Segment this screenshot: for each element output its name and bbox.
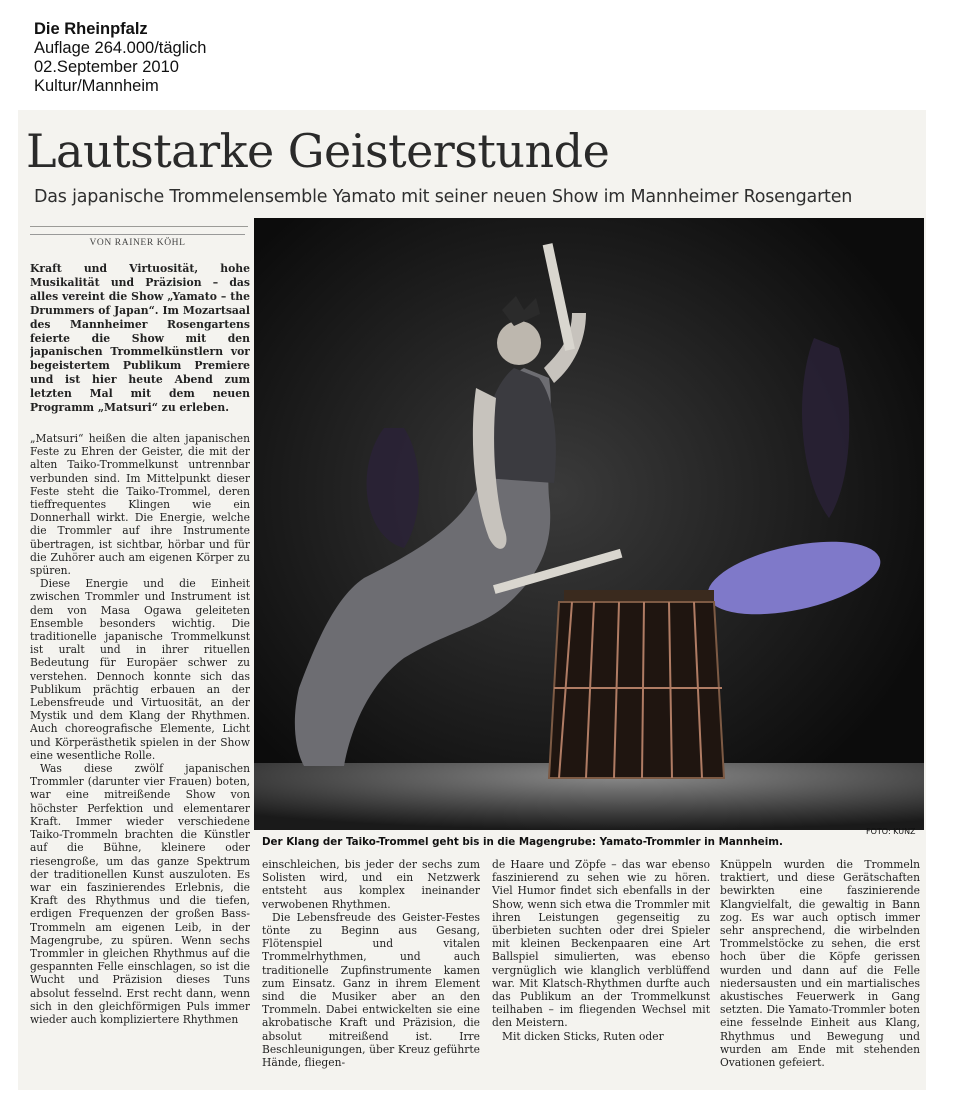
lead-text: Kraft und Virtuosität, hohe Musikalität und Präzision – das alles vereint die Show „Yamato – the Drummers of Japan“. Im Mozartsaal des Mannheimer Rosengartens feierte die Show mit den japanischen Trommelkünstlern vor begeistertem Publikum Premiere und ist hier heute Abend zum letzten Mal mit dem neuen Programm „Matsuri“ zu erleben.	[30, 262, 250, 415]
divider	[30, 226, 248, 227]
circulation: Auflage 264.000/täglich	[34, 39, 207, 57]
body-column-4	[720, 858, 920, 1094]
byline: VON RAINER KÖHL	[30, 234, 245, 248]
taiko-drummer-photo	[254, 218, 924, 830]
bleed-through-text	[718, 140, 918, 220]
source-block	[34, 20, 334, 96]
paragraph: de Haare und Zöpfe – das war ebenso faszinierend zu sehen wie zu hören. Viel Humor findet sich ebenfalls in der Show, wenn sich etwa die Trommler mit ihren Leistungen gegenseitig zu überbieten suchten oder drei Spieler mit kleinen Beckenpaaren eine Art Ballspiel simulierten, was ebenso vergnüglich wie klanglich verblüffend war. Mit Klatsch-Rhythmen durfte auch das Publikum an der Trommelkunst teilhaben – im fliegenden Wechsel mit den Meistern.	[492, 858, 710, 1030]
lead-paragraph	[30, 262, 250, 422]
section-name: Kultur/Mannheim	[34, 77, 159, 95]
article-subheadline: Das japanische Trommelensemble Yamato mit seiner neuen Show im Mannheimer Rosengarten	[34, 187, 853, 207]
publication-name: Die Rheinpfalz	[34, 20, 148, 38]
paragraph: Knüppeln wurden die Trommeln traktiert, und diese Gerätschaften bewirkten eine faszinierende Klangvielfalt, die gewaltig in Bann zog. Es war auch optisch immer sehr ansprechend, die wirbelnden Trommelstöcke zu sehen, die erst hoch über die Köpfe gerissen wurden und dann auf die Felle niedersausten und ein martialisches akustisches Feuerwerk in Gang setzten. Die Yamato-Trommler boten eine fesselnde Einheit aus Klang, Rhythmus und Bewegung und wurden am Ende mit stehenden Ovationen gefeiert.	[720, 858, 920, 1070]
photo-credit: FOTO: KUNZ	[866, 827, 916, 836]
body-column-3	[492, 858, 710, 1094]
paragraph: Die Lebensfreude des Geister-Festes tönte zu Beginn aus Gesang, Flötenspiel und vitalen Trommelrhythmen, und auch traditionelle Zupfinstrumente kamen zum Einsatz. Ganz in ihrem Element sind die Musiker aber an den Trommeln. Dabei entwickelten sie eine akrobatische Kraft und Präzision, die absolut mitreißend ist. Irre Beschleunigungen, über Kreuz geführte Hände, fliegen-	[262, 910, 480, 1070]
photo-caption: Der Klang der Taiko-Trommel geht bis in die Magengrube: Yamato-Trommler in Mannheim.	[262, 836, 783, 848]
article-photo	[254, 218, 924, 830]
paragraph: Mit dicken Sticks, Ruten oder	[502, 1029, 664, 1043]
article-headline: Lautstarke Geisterstunde	[26, 124, 610, 178]
paragraph: „Matsuri“ heißen die alten japanischen Feste zu Ehren der Geister, die mit der alten Taiko-Trommelkunst untrennbar verbunden sind. Im Mittelpunkt dieser Feste steht die Taiko-Trommel, deren tieffrequentes Klingen wie ein Donnerhall wirkt. Die Energie, welche die Trommler auf ihre Instrumente übertragen, ist sichtbar, hörbar und für die Zuhörer auch am eigenen Körper zu spüren.	[30, 432, 250, 578]
paragraph: Was diese zwölf japanischen Trommler (darunter vier Frauen) boten, war eine mitreißende Show von höchster Perfektion und elementarer Kraft. Immer wieder verschiedene Taiko-Trommeln brachten die Künstler auf die Bühne, kleinere oder riesengroße, um das ganze Spektrum der traditionellen Kunst auszuloten. Es war ein faszinierendes Erlebnis, die Kraft des Rhythmus und die tiefen, erdigen Frequenzen der großen Bass-Trommeln am eigenen Leib, in der Magengrube, zu spüren. Wenn sechs Trommler in gleichen Rhythmus auf die gespannten Felle einschlagen, so ist die Wucht und Präzision dieses Tuns absolut fesselnd. Erst recht dann, wenn sich in den gleichförmigen Puls immer wieder auch kompliziertere Rhythmen	[30, 762, 250, 1026]
body-column-2	[262, 858, 480, 1094]
paragraph: Diese Energie und die Einheit zwischen Trommler und Instrument ist dem von Masa Ogawa geleiteten Ensemble besonders wichtig. Die traditionelle japanische Trommelkunst ist uralt und in ihrer rituellen Bedeutung für Europäer schwer zu verstehen. Dennoch konnte sich das Publikum prächtig erbauen an der Lebensfreude und Virtuosität, an der Mystik und dem Klang der Rhythmen. Auch choreografische Elemente, Licht und Körperästhetik spielen in der Show eine wesentliche Rolle.	[30, 577, 250, 762]
publication-date: 02.September 2010	[34, 58, 179, 76]
body-column-1	[30, 432, 250, 1084]
paragraph: einschleichen, bis jeder der sechs zum Solisten wird, und ein Netzwerk entsteht aus komplex ineinander verwobenen Rhythmen.	[262, 858, 480, 911]
